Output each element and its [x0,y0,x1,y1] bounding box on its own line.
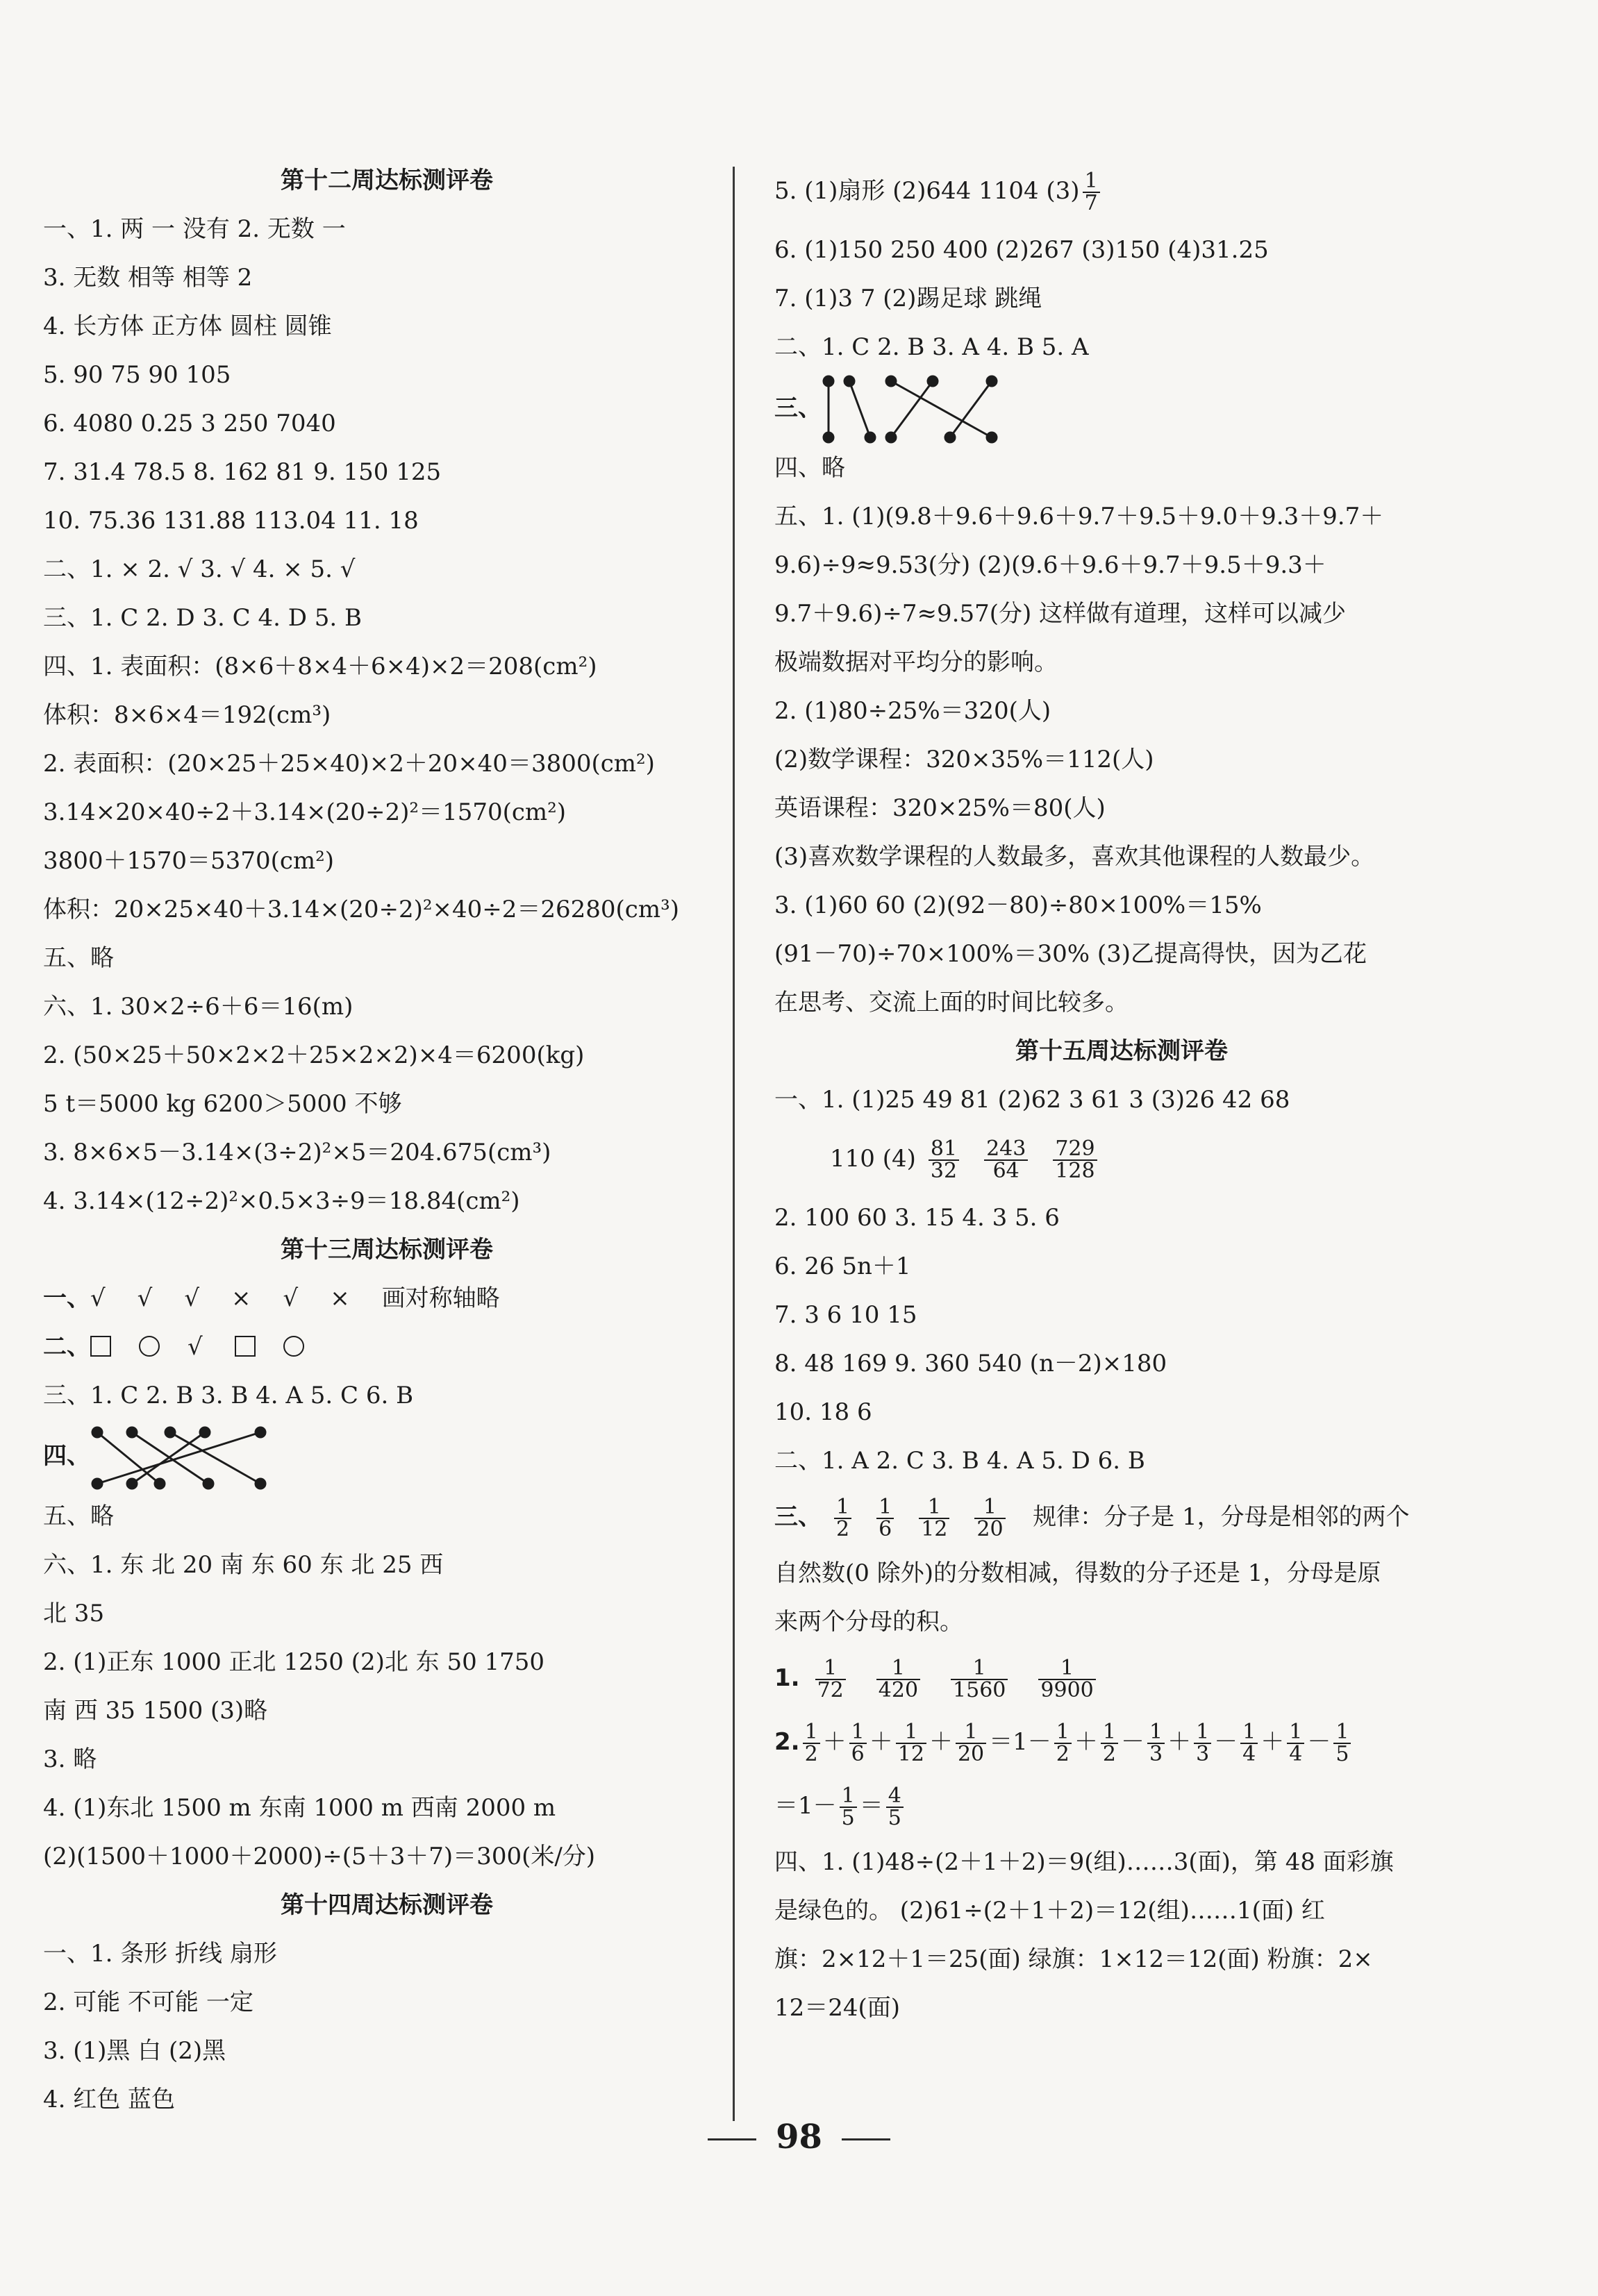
answer-line: 一、1. 条形 折线 扇形 [43,1940,277,1968]
answer-line: 2. (1)80÷25%＝320(人) [774,697,1051,725]
cross-mark: × [231,1284,251,1312]
judgement-marks [90,1284,382,1312]
fraction [834,1497,851,1540]
fraction [1038,1658,1095,1701]
check-mark: √ [137,1284,153,1312]
answer-line: 五、1. (1)(9.8＋9.6＋9.6＋9.7＋9.5＋9.0＋9.3＋9.7＋ [774,503,1384,530]
answer-line: 五、略 [43,1502,114,1530]
answer-line: 二、1. × 2. √ 3. √ 4. × 5. √ [43,555,356,583]
answer-line: 4. (1)东北 1500 m 东南 1000 m 西南 2000 m [43,1794,556,1822]
answer-line: 3. 略 [43,1745,97,1773]
operator: － [1214,1728,1238,1756]
operator: － [1120,1728,1145,1756]
answer-line: 二、1. C 2. B 3. A 4. B 5. A [774,333,1089,361]
answer-line: 3. 8×6×5－3.14×(3÷2)²×5＝204.675(cm³) [43,1139,551,1166]
fraction [876,1497,894,1540]
numerator: 1 [904,1720,918,1744]
numerator: 1 [1196,1720,1210,1744]
answer-line: 3. 无数 相等 相等 2 [43,264,253,292]
check-mark: √ [184,1284,200,1312]
square-mark [235,1336,256,1357]
square-mark [90,1336,111,1357]
denominator: 32 [929,1159,959,1182]
answer-line-judgement: 一、√ √ √ × √ × 画对称轴略 [43,1274,731,1323]
denominator: 1560 [951,1679,1008,1701]
denominator: 128 [1053,1159,1097,1182]
answer-line-fractions: 三、 $\frac{1}{2}$ $\frac{1}{6}$ $\frac{1}{12}$ $\frac{1}{20}$ 规律：分子是 1，分母是相邻的两个 [774,1495,1410,1541]
answer-line: 四、略 [774,454,845,482]
column-divider [733,167,735,2121]
fraction: $\frac{1}{7}$ [1083,171,1100,214]
fraction [974,1497,1005,1540]
numerator: 1 [983,1495,997,1519]
page-number: 98 [776,2118,822,2156]
numerator: 243 [986,1137,1026,1161]
fraction [1101,1722,1118,1765]
denominator: 5 [886,1807,904,1829]
footer-dash [842,2138,890,2140]
fraction [929,1139,959,1182]
shape-marks [90,1333,332,1361]
answer-line: 9.6)÷9≈9.53(分) (2)(9.6＋9.6＋9.7＋9.5＋9.3＋ [774,551,1326,579]
denominator: 2 [1054,1743,1072,1765]
numerator: 4 [888,1784,901,1808]
answer-line: 是绿色的。 (2)61÷(2＋1＋2)＝12(组)……1(面) 红 [774,1897,1325,1925]
check-mark: √ [90,1284,106,1312]
numerator: 1 [891,1656,905,1680]
page-footer [0,2118,1598,2156]
fraction-equation [774,1784,906,1830]
numerator: 1 [879,1495,892,1519]
denominator: 2 [1101,1743,1118,1765]
fraction [849,1722,867,1765]
answer-line: 体积：8×6×4＝192(cm³) [43,701,331,729]
denominator: 72 [815,1679,846,1701]
fraction [919,1497,949,1540]
answer-line: 6. 26 5n＋1 [774,1252,911,1280]
answer-line: 体积：20×25×40＋3.14×(20÷2)²×40÷2＝26280(cm³) [43,896,679,923]
denominator: 2 [803,1743,820,1765]
answer-line: 2. 100 60 3. 15 4. 3 5. 6 [774,1204,1060,1232]
numerator: 81 [930,1137,958,1161]
answer-line-matching: 三、 [774,371,1469,444]
right-column [774,156,1469,2032]
operator: ＋ [822,1728,847,1756]
numerator: 1 [1289,1720,1303,1744]
fraction-equation [800,1720,1354,1766]
answer-line: 7. 31.4 78.5 8. 162 81 9. 150 125 [43,458,442,486]
answer-line: (91－70)÷70×100%＝30% (3)乙提高得快，因为乙花 [774,940,1367,968]
denominator: 3 [1194,1743,1211,1765]
operator: ＋ [1074,1728,1098,1756]
numerator: 1 [927,1495,941,1519]
denominator: 6 [876,1518,894,1540]
answer-line: 南 西 35 1500 (3)略 [43,1697,268,1725]
numerator: 1 [851,1720,865,1744]
section-title-week13: 第十三周达标测评卷 [281,1236,493,1264]
answer-line: 8. 48 169 9. 360 540 (n－2)×180 [774,1350,1167,1377]
answer-line: 三、1. C 2. D 3. C 4. D 5. B [43,604,362,632]
answer-line: 二、1. A 2. C 3. B 4. A 5. D 6. B [774,1447,1145,1475]
answer-line: 10. 75.36 131.88 113.04 11. 18 [43,507,419,535]
fraction [1054,1722,1072,1765]
answer-line: 一、1. 两 一 没有 2. 无数 一 [43,215,346,243]
numerator: 1 [824,1656,838,1680]
answer-line: 5. 90 75 90 105 [43,361,231,389]
answer-line: 六、1. 东 北 20 南 东 60 东 北 25 西 [43,1551,444,1579]
answer-line: 10. 18 6 [774,1398,872,1426]
answer-line: 7. (1)3 7 (2)踢足球 跳绳 [774,285,1042,312]
circle-mark [139,1336,160,1357]
answer-line: 2. (1)正东 1000 正北 1250 (2)北 东 50 1750 [43,1648,545,1676]
answer-line: 北 35 [43,1600,105,1627]
answer-line: 三、1. C 2. B 3. B 4. A 5. C 6. B [43,1382,414,1409]
fraction [1194,1722,1211,1765]
answer-line-matching: 四、 [43,1420,731,1492]
operator: － [1307,1728,1331,1756]
fraction [840,1786,857,1829]
answer-line: (2)(1500＋1000＋2000)÷(5＋3＋7)＝300(米/分) [43,1843,596,1870]
answer-line: 旗：2×12＋1＝25(面) 绿旗：1×12＝12(面) 粉旗：2× [774,1945,1373,1973]
operator: ＋ [869,1728,893,1756]
numerator: 1 [841,1784,855,1808]
answer-line: 六、1. 30×2÷6＋6＝16(m) [43,993,353,1021]
answer-line: 9.7＋9.6)÷7≈9.57(分) 这样做有道理，这样可以减少 [774,600,1347,628]
answer-line: 5 t＝5000 kg 6200＞5000 不够 [43,1090,402,1118]
answer-line: 五、略 [43,944,114,972]
denominator: 420 [876,1679,920,1701]
fraction [803,1722,820,1765]
answer-line-fractions: 110 (4) $\frac{81}{32}$ $\frac{243}{64}$ $\frac{729}{128}$ [774,1124,1469,1193]
operator: ＋ [929,1728,953,1756]
answer-line: 四、1. (1)48÷(2＋1＋2)＝9(组)……3(面)，第 48 面彩旗 [774,1848,1394,1876]
section-title-week12: 第十二周达标测评卷 [281,167,493,194]
answer-line: 在思考、交流上面的时间比较多。 [774,989,1129,1016]
operator: ＝ [859,1792,883,1820]
answer-line: 一、1. (1)25 49 81 (2)62 3 61 3 (3)26 42 68 [774,1086,1290,1114]
circle-mark [283,1336,304,1357]
check-mark: √ [283,1284,299,1312]
denominator: 9900 [1038,1679,1095,1701]
fraction [896,1722,926,1765]
fraction [815,1658,846,1701]
denominator: 6 [849,1743,867,1765]
denominator: 12 [919,1518,949,1540]
fraction [1147,1722,1165,1765]
section-title-week14: 第十四周达标测评卷 [281,1891,493,1919]
answer-line: 极端数据对平均分的影响。 [774,648,1058,676]
operator: ＋ [1260,1728,1285,1756]
fraction [1053,1139,1097,1182]
denominator: 12 [896,1743,926,1765]
denominator: 4 [1240,1743,1258,1765]
answer-line: 6. 4080 0.25 3 250 7040 [43,410,336,437]
answer-line: 2. 可能 不可能 一定 [43,1988,253,2016]
matching-diagram [822,371,1002,448]
answer-line: (2)数学课程：320×35%＝112(人) [774,746,1154,773]
fraction [984,1139,1028,1182]
numerator: 1 [1102,1720,1116,1744]
denominator: 5 [1333,1743,1351,1765]
fraction [876,1658,920,1701]
operator: ＋ [1167,1728,1192,1756]
answer-line: 3800＋1570＝5370(cm²) [43,847,335,875]
answer-line-equation: 2. $\frac{1}{2}$ ＋ $\frac{1}{6}$ ＋ $\frac{1}{12}$ ＋ $\frac{1}{20}$ ＝1－ $\frac{1}{2}$ ＋ $\frac{1}{2}$ － $\frac{1}{3}$ ＋ $\frac{1}{3}$ － $\frac{1}{4}$ ＋ $\frac{1}{4}$ － $\frac{1}{5}$ [774,1710,1469,1774]
matching-diagram [90,1423,271,1492]
answer-line: 来两个分母的积。 [774,1608,963,1636]
numerator: 1 [804,1720,818,1744]
answer-line: 3.14×20×40÷2＋3.14×(20÷2)²＝1570(cm²) [43,798,567,826]
fraction-group [822,1495,1018,1541]
numerator: 729 [1055,1137,1095,1161]
fraction [1333,1722,1351,1765]
denominator: 2 [834,1518,851,1540]
fraction-group [800,1656,1111,1702]
answer-line: 4. 红色 蓝色 [43,2086,176,2113]
answer-line-with-fraction: 5. (1)扇形 (2)644 1104 (3) $\frac{1}{7}$ [774,156,1469,226]
answer-line-shapes: 二、 √ [43,1323,731,1371]
answer-line: 3. (1)60 60 (2)(92－80)÷80×100%＝15% [774,891,1262,919]
answer-line: 6. (1)150 250 400 (2)267 (3)150 (4)31.25 [774,236,1269,264]
answer-line: 3. (1)黑 白 (2)黑 [43,2037,226,2065]
answer-line: (3)喜欢数学课程的人数最多，喜欢其他课程的人数最少。 [774,843,1375,871]
fraction [951,1658,1008,1701]
answer-line: 英语课程：320×25%＝80(人) [774,794,1106,822]
numerator: 1 [1056,1720,1070,1744]
section-title-week15: 第十五周达标测评卷 [1015,1037,1228,1065]
numerator: 1 [964,1720,978,1744]
answer-line: 4. 3.14×(12÷2)²×0.5×3÷9＝18.84(cm²) [43,1187,520,1215]
answer-line: 四、1. 表面积：(8×6＋8×4＋6×4)×2＝208(cm²) [43,653,597,680]
fraction [886,1786,904,1829]
answer-line: 12＝24(面) [774,1994,901,2022]
fraction [1240,1722,1258,1765]
denominator: 5 [840,1807,857,1829]
answer-line: 4. 长方体 正方体 圆柱 圆锥 [43,312,332,340]
denominator: 64 [984,1159,1028,1182]
left-column [43,156,731,2124]
answer-line-fractions: 1. $\frac{1}{72}$ $\frac{1}{420}$ $\frac{1}{1560}$ $\frac{1}{9900}$ [774,1646,1469,1710]
cross-mark: × [330,1284,350,1312]
answer-line: 2. (50×25＋50×2×2＋25×2×2)×4＝6200(kg) [43,1041,585,1069]
denominator: 3 [1147,1743,1165,1765]
check-mark: √ [188,1333,203,1361]
numerator: 1 [1060,1656,1074,1680]
numerator: 1 [1149,1720,1163,1744]
numerator: 1 [972,1656,986,1680]
numerator: 1 [836,1495,850,1519]
numerator: 1 [1242,1720,1256,1744]
answer-line-equation [774,1774,1469,1838]
fraction [956,1722,986,1765]
footer-dash [708,2138,756,2140]
operator: ＝1－ [774,1792,837,1820]
denominator: 20 [974,1518,1005,1540]
fraction [1287,1722,1304,1765]
denominator: 4 [1287,1743,1304,1765]
operator: ＝1－ [989,1728,1051,1756]
answer-line: 2. 表面积：(20×25＋25×40)×2＋20×40＝3800(cm²) [43,750,655,778]
answer-line: 自然数(0 除外)的分数相减，得数的分子还是 1，分母是原 [774,1559,1381,1587]
numerator: 1 [1335,1720,1349,1744]
answer-line: 7. 3 6 10 15 [774,1301,917,1329]
denominator: 20 [956,1743,986,1765]
